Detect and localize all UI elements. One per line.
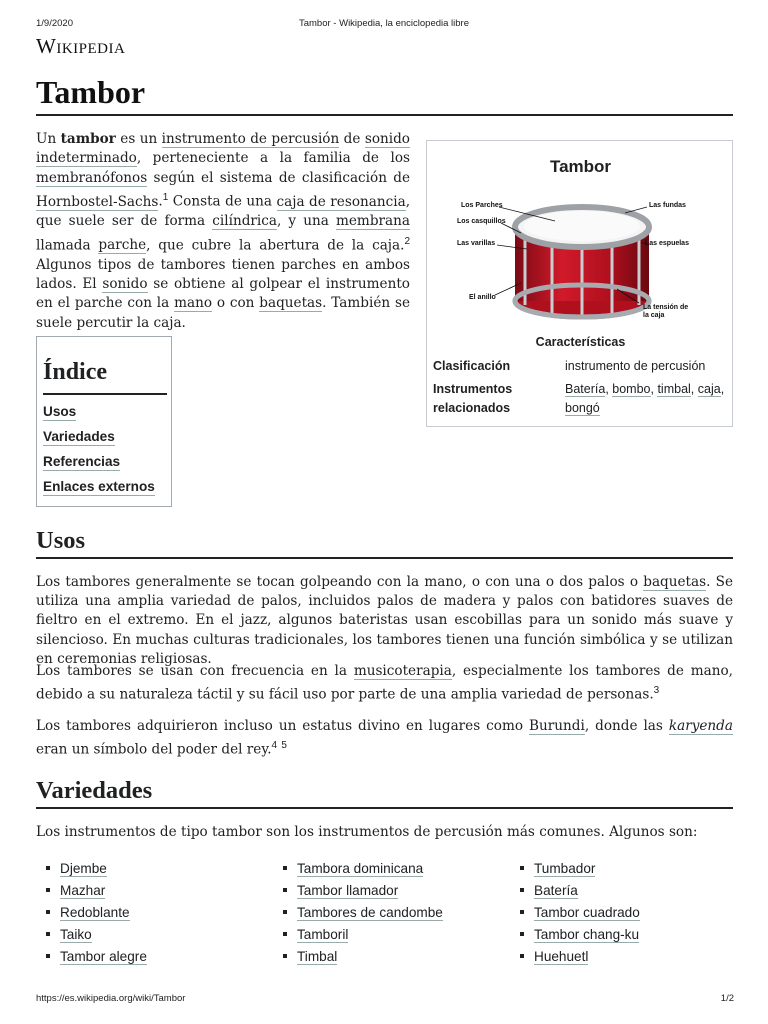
variety-link[interactable]: Taiko xyxy=(60,927,92,942)
list-item xyxy=(46,902,266,924)
table-of-contents xyxy=(36,336,172,507)
wiki-link[interactable]: caja de resonancia xyxy=(276,193,406,210)
variety-link[interactable]: Huehuetl xyxy=(534,949,589,964)
toc-item-variedades[interactable]: Variedades xyxy=(43,429,115,444)
usos-paragraph-3: Los tambores adquirieron incluso un estatus divino en lugares como Burundi, donde las karyenda eran un símbolo del poder del rey.$^4$ $^5$ xyxy=(36,718,733,758)
list-item xyxy=(283,946,503,968)
infobox xyxy=(426,140,733,427)
variety-link[interactable]: Mazhar xyxy=(60,883,106,898)
label-los-parches: Los Parches xyxy=(461,202,503,209)
section-heading-usos: Usos xyxy=(36,527,86,554)
variety-link[interactable]: Tambor alegre xyxy=(60,949,147,964)
wiki-link[interactable]: baquetas xyxy=(259,295,323,312)
label-las-fundas: Las fundas xyxy=(649,202,686,209)
variety-link[interactable]: Tambor cuadrado xyxy=(534,905,640,920)
wiki-link[interactable]: Hornbostel-Sachs xyxy=(36,193,159,210)
label-los-casquillos: Los casquillos xyxy=(457,218,506,225)
toc-item-enlaces-externos[interactable]: Enlaces externos xyxy=(43,479,155,494)
section-rule xyxy=(36,557,733,559)
label-la-caja: la caja xyxy=(643,312,665,319)
list-item xyxy=(46,946,266,968)
wiki-link[interactable]: instrumento de percusión xyxy=(161,131,340,147)
label-las-varillas: Las varillas xyxy=(457,240,496,247)
label-la-tension: La tensión de xyxy=(643,304,689,311)
infobox-link[interactable]: timbal xyxy=(657,382,691,396)
list-item xyxy=(283,902,503,924)
list-item xyxy=(283,858,503,880)
reference-superscript[interactable]: 3 xyxy=(653,685,660,697)
infobox-value: instrumento de percusión xyxy=(565,359,706,373)
infobox-row-instrumentos xyxy=(433,380,728,420)
infobox-row-clasificacion xyxy=(433,357,728,377)
drum-image[interactable] xyxy=(457,193,707,331)
variety-link[interactable]: Tambores de candombe xyxy=(297,905,443,920)
wiki-link[interactable]: membranófonos xyxy=(36,169,148,186)
wiki-link[interactable]: karyenda xyxy=(668,718,733,734)
print-date: 1/9/2020 xyxy=(36,18,73,29)
toc-item-referencias[interactable]: Referencias xyxy=(43,454,121,469)
list-item xyxy=(520,858,740,880)
infobox-link[interactable]: bombo xyxy=(612,382,651,396)
variety-link[interactable]: Tambora dominicana xyxy=(297,861,424,876)
list-item xyxy=(520,880,740,902)
bold-term: tambor xyxy=(60,131,116,147)
section-rule xyxy=(36,807,733,809)
print-doc-title: Tambor - Wikipedia, la enciclopedia libre xyxy=(298,18,470,29)
usos-paragraph-1: Los tambores generalmente se tocan golpeando con la mano, o con una o dos palos o baquetas. Se utiliza una amplia variedad de palos, incluidos palos de madera y palos con batidores suaves de fieltro en el extremo. En el jazz, algunos bateristas usan escobillas para un sonido más suave y silencioso. En muchas culturas tradicionales, los tambores tienen una función simbólica y se utilizan en ceremonias religiosas. xyxy=(36,574,734,667)
toc-rule xyxy=(43,393,167,395)
infobox-title: Tambor xyxy=(549,157,612,176)
infobox-link[interactable]: bongó xyxy=(565,401,600,415)
variety-list-col-3 xyxy=(520,858,740,968)
toc-item-usos[interactable]: Usos xyxy=(43,404,77,419)
variety-link[interactable]: Batería xyxy=(534,883,578,898)
variety-list-col-1 xyxy=(46,858,266,968)
wiki-link[interactable]: Burundi xyxy=(529,718,585,734)
list-item xyxy=(46,880,266,902)
footer-page-number: 1/2 xyxy=(720,993,734,1004)
list-item xyxy=(520,902,740,924)
wiki-link[interactable]: sonido xyxy=(102,275,148,292)
variety-link[interactable]: Tamboril xyxy=(297,927,349,942)
usos-paragraph-2: Los tambores se usan con frecuencia en la musicoterapia, especialmente los tambores de mano, debido a su naturaleza táctil y su fácil uso por parte de una amplia variedad de personas.$^3$ xyxy=(36,663,733,703)
toc-heading: Índice xyxy=(43,359,108,385)
reference-superscript[interactable]: 4 xyxy=(271,740,278,752)
reference-superscript[interactable]: 2 xyxy=(404,235,410,247)
label-el-anillo: El anillo xyxy=(469,294,496,301)
footer-url: https://es.wikipedia.org/wiki/Tambor xyxy=(36,993,186,1004)
wiki-link[interactable]: cilíndrica xyxy=(212,213,277,230)
variety-link[interactable]: Redoblante xyxy=(60,905,130,920)
label-las-espuelas: Las espuelas xyxy=(645,240,689,247)
infobox-label: Clasificación xyxy=(433,359,511,373)
section-heading-variedades: Variedades xyxy=(36,777,153,804)
variety-list-col-2 xyxy=(283,858,503,968)
list-item xyxy=(46,924,266,946)
variety-link[interactable]: Tambor chang-ku xyxy=(534,927,640,942)
intro-paragraph: Un tambor es un instrumento de percusión de sonido indeterminado, perteneciente a la familia de los membranófonos según el sistema de clasificación de Hornbostel-Sachs.$^1$ Consta de una caja de resonancia, que suele ser de forma cilíndrica, y una membrana llamada parche, que cubre la abertura de la caja.$^2$ Algunos tipos de tambores tienen parches en ambos lados. El sonido se obtiene al golpear el instrumento en el parche con la mano o con baquetas. También se suele percutir la caja. xyxy=(36,131,411,331)
wiki-link[interactable]: parche xyxy=(98,237,147,254)
wiki-link[interactable]: membrana xyxy=(336,213,410,230)
title-rule xyxy=(36,114,733,116)
reference-superscript[interactable]: 5 xyxy=(281,740,287,752)
wiki-link[interactable]: mano xyxy=(174,295,213,312)
list-item xyxy=(520,946,740,968)
wiki-link[interactable]: musicoterapia xyxy=(353,663,452,679)
list-item xyxy=(283,880,503,902)
infobox-label: Instrumentos relacionados xyxy=(433,382,513,415)
variety-link[interactable]: Timbal xyxy=(297,949,338,964)
variety-link[interactable]: Djembe xyxy=(60,861,107,876)
infobox-link[interactable]: Batería xyxy=(565,382,606,396)
page-title: Tambor xyxy=(36,74,146,110)
infobox-related-links: Batería, bombo, timbal, caja, bongó xyxy=(565,382,725,415)
wiki-link[interactable]: baquetas xyxy=(643,574,707,590)
variety-link[interactable]: Tambor llamador xyxy=(297,883,399,898)
list-item xyxy=(283,924,503,946)
infobox-link[interactable]: caja xyxy=(697,382,721,396)
reference-superscript[interactable]: 1 xyxy=(162,192,169,204)
infobox-subheader: Características xyxy=(535,335,626,349)
wikipedia-wordmark[interactable]: Wikipedia xyxy=(36,34,126,58)
variety-link[interactable]: Tumbador xyxy=(534,861,596,876)
wiki-link[interactable]: sonido indeterminado xyxy=(36,131,410,167)
list-item xyxy=(46,858,266,880)
variedades-intro: Los instrumentos de tipo tambor son los instrumentos de percusión más comunes. Algunos son: xyxy=(36,824,698,840)
list-item xyxy=(520,924,740,946)
